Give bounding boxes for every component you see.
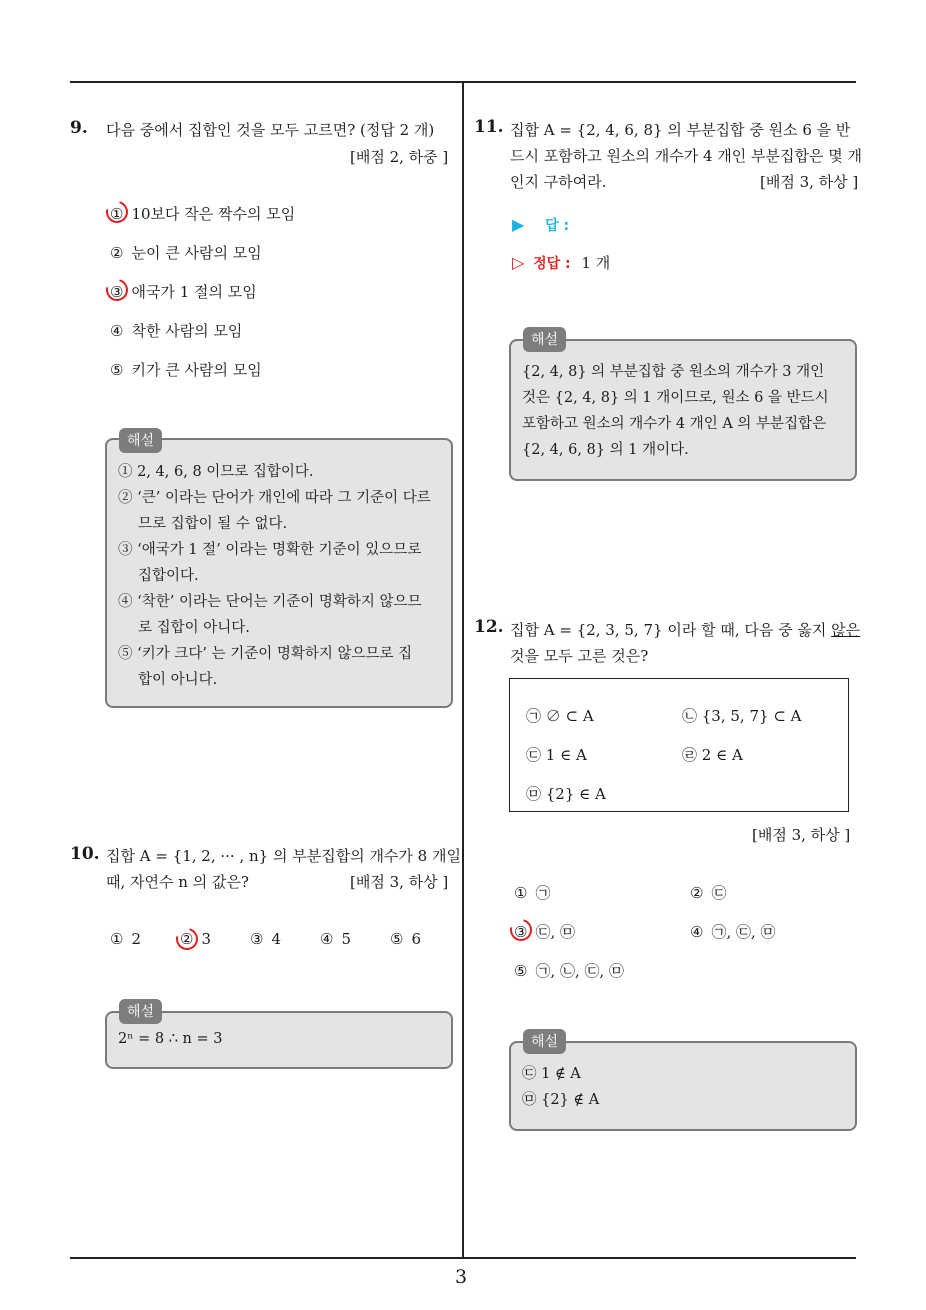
page-number: 3	[455, 1266, 468, 1288]
choice-marker: ②	[110, 244, 124, 262]
choice-text: 5	[341, 930, 351, 948]
q11-correct-label: 정답 :	[533, 256, 571, 272]
q12-question-line1	[510, 619, 860, 640]
q11-question-line2: 드시 포함하고 원소의 개수가 4 개인 부분집합은 몇 개	[510, 147, 862, 165]
q11-answer-row	[512, 215, 569, 235]
q12-choice-1[interactable]	[514, 882, 550, 903]
q12-statement-3: ㉢ 1 ∈ A	[526, 746, 587, 764]
q12-question-text: 집합 A = {2, 3, 5, 7} 이라 할 때, 다음 중 옳지	[510, 621, 832, 639]
q11-solution-line: {2, 4, 6, 8} 의 1 개이다.	[522, 442, 689, 458]
choice-marker: ③	[110, 283, 124, 301]
q9-solution-line: ⑤ ‘키가 크다’ 는 기준이 명확하지 않으므로 집	[118, 646, 413, 662]
q9-choice-1[interactable]	[110, 203, 295, 224]
choice-text: ㉠, ㉡, ㉢, ㉤	[535, 962, 625, 980]
q12-solution-tag: 해설	[523, 1029, 566, 1054]
q12-statement-2: ㉡ {3, 5, 7} ⊂ A	[682, 707, 802, 725]
q12-emphasis-text: 않은	[831, 621, 861, 639]
choice-text: ㉢	[711, 884, 727, 902]
q9-solution-line: 집합이다.	[138, 568, 199, 584]
choice-text: 4	[271, 930, 281, 948]
choice-marker: ①	[110, 205, 124, 223]
q9-choice-4[interactable]	[110, 320, 242, 341]
q9-solution-line: ③ ‘애국가 1 절’ 이라는 명확한 기준이 있으므로	[118, 542, 422, 558]
choice-text: ㉠	[535, 884, 551, 902]
q11-solution-line: 것은 {2, 4, 8} 의 1 개이므로, 원소 6 을 반드시	[522, 390, 829, 406]
q10-choice-4[interactable]	[320, 930, 351, 948]
q9-solution-line: ② ‘큰’ 이라는 단어가 개인에 따라 그 기준이 다르	[118, 490, 431, 506]
q10-number: 10.	[70, 844, 100, 864]
q10-question-line2: 때, 자연수 n 의 값은?	[106, 873, 249, 891]
q9-score: [배점 2, 하중 ]	[350, 148, 449, 166]
q12-solution-box	[509, 1041, 857, 1131]
q12-statement-4: ㉣ 2 ∈ A	[682, 746, 743, 764]
q12-solution-line: ㉢ 1 ∉ A	[522, 1066, 581, 1082]
choice-text: 6	[411, 930, 421, 948]
q11-solution-line: 포함하고 원소의 개수가 4 개인 A 의 부분집합은	[522, 416, 827, 432]
choice-text: 10보다 작은 짝수의 모임	[131, 205, 296, 223]
outline-arrow-icon: ▷	[512, 253, 525, 272]
column-divider	[462, 82, 464, 1258]
bottom-rule	[70, 1257, 856, 1259]
q12-score: [배점 3, 하상 ]	[752, 826, 851, 844]
choice-marker: ①	[514, 884, 528, 902]
q11-answer-label: 답 :	[545, 218, 570, 234]
choice-marker: ④	[690, 923, 704, 941]
q11-question-line1: 집합 A = {2, 4, 6, 8} 의 부분집합 중 원소 6 을 반	[510, 121, 851, 139]
q11-question-line3: 인지 구하여라.	[510, 173, 607, 191]
choice-text: 키가 큰 사람의 모임	[131, 361, 262, 379]
q9-solution-tag: 해설	[119, 428, 162, 453]
q9-choice-3[interactable]	[110, 281, 257, 302]
choice-marker: ③	[250, 930, 264, 948]
choice-marker: ②	[690, 884, 704, 902]
choice-text: 2	[131, 930, 141, 948]
q12-choice-2[interactable]	[690, 882, 726, 903]
q11-solution-line: {2, 4, 8} 의 부분집합 중 원소의 개수가 3 개인	[522, 364, 825, 380]
choice-text: ㉠, ㉢, ㉤	[711, 923, 776, 941]
choice-text: 애국가 1 절의 모임	[131, 283, 257, 301]
q10-choice-3[interactable]	[250, 930, 281, 948]
q9-solution-line: 로 집합이 아니다.	[138, 620, 250, 636]
q9-solution-line: 므로 집합이 될 수 없다.	[138, 516, 288, 532]
q10-question-line1: 집합 A = {1, 2, ··· , n} 의 부분집합의 개수가 8 개일	[106, 847, 461, 865]
q12-question-line2: 것을 모두 고른 것은?	[510, 647, 649, 665]
q10-solution-text: 2ⁿ = 8 ∴ n = 3	[118, 1031, 223, 1047]
choice-marker: ⑤	[390, 930, 404, 948]
q12-statement-5: ㉤ {2} ∈ A	[526, 785, 606, 803]
q11-number: 11.	[474, 117, 504, 137]
q9-solution-line: 합이 아니다.	[138, 672, 218, 688]
play-arrow-icon: ▶	[512, 215, 525, 234]
choice-marker: ④	[320, 930, 334, 948]
choice-marker: ⑤	[514, 962, 528, 980]
choice-marker: ①	[110, 930, 124, 948]
choice-text: 3	[201, 930, 211, 948]
q9-number: 9.	[70, 118, 88, 138]
q11-correct-value: 1 개	[581, 254, 611, 272]
q12-statement-1: ㉠ ∅ ⊂ A	[526, 707, 594, 725]
q12-number: 12.	[474, 617, 504, 637]
q10-choice-1[interactable]	[110, 930, 141, 948]
answer-circle-mark	[172, 924, 202, 954]
q10-solution-tag: 해설	[119, 999, 162, 1024]
q12-choice-5[interactable]	[514, 960, 624, 981]
q12-choice-4[interactable]	[690, 921, 776, 942]
q10-choice-5[interactable]	[390, 930, 421, 948]
q9-question: 다음 중에서 집합인 것을 모두 고르면? (정답 2 개)	[106, 121, 435, 139]
choice-marker: ③	[514, 923, 528, 941]
q12-solution-line: ㉤ {2} ∉ A	[522, 1092, 600, 1108]
choice-marker: ②	[180, 930, 194, 948]
q11-solution-tag: 해설	[523, 327, 566, 352]
choice-marker: ⑤	[110, 361, 124, 379]
q11-score: [배점 3, 하상 ]	[760, 173, 859, 191]
choice-text: 눈이 큰 사람의 모임	[131, 244, 262, 262]
q9-solution-line: ④ ‘착한’ 이라는 단어는 기준이 명확하지 않으므	[118, 594, 422, 610]
choice-text: 착한 사람의 모임	[131, 322, 243, 340]
choice-text: ㉢, ㉤	[535, 923, 575, 941]
q11-correct-row	[512, 252, 610, 273]
q9-solution-line: ① 2, 4, 6, 8 이므로 집합이다.	[118, 464, 314, 480]
q10-score: [배점 3, 하상 ]	[350, 873, 449, 891]
q9-choice-5[interactable]	[110, 359, 262, 380]
choice-marker: ④	[110, 322, 124, 340]
q9-choice-2[interactable]	[110, 242, 262, 263]
